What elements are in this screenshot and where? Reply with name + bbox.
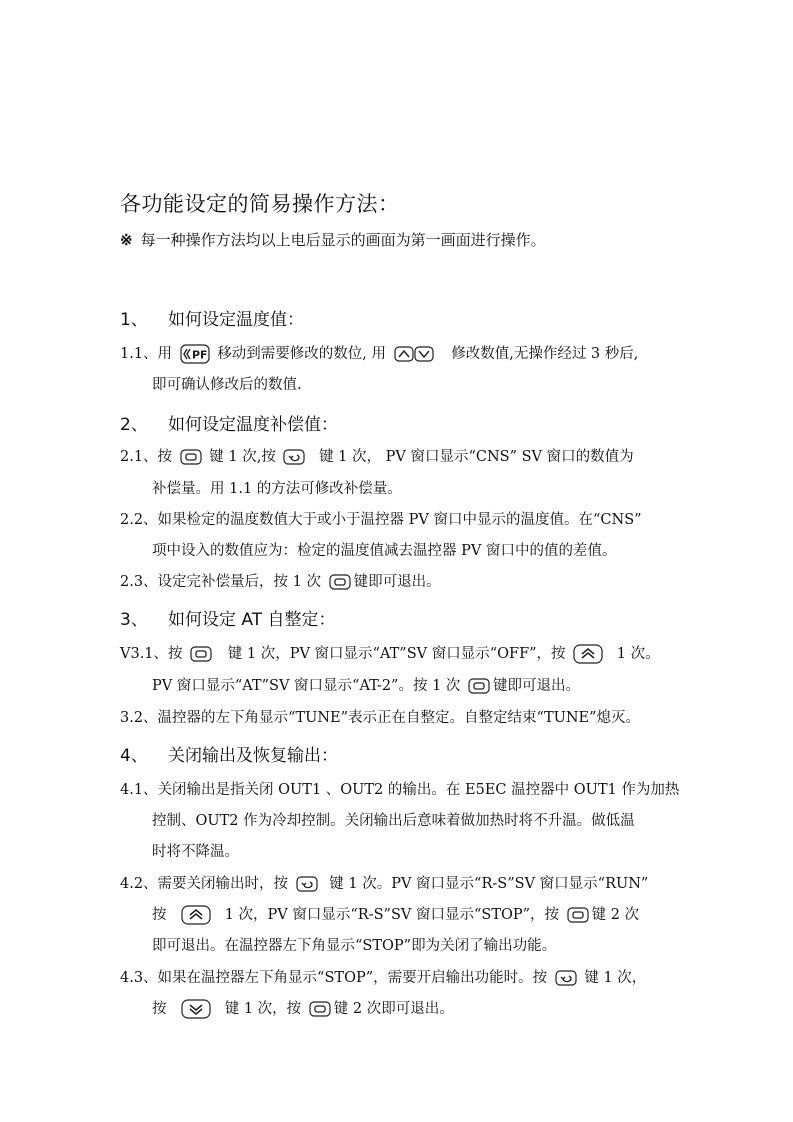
line-4-1: 4.1、关闭输出是指关闭 OUT1 、OUT2 的输出。在 E5EC 温控器中 OUT1 作为加热 [120,782,680,798]
section-number: 1、 [120,310,148,330]
note-mark: ※ [120,231,133,249]
text: 移动到需要修改的数位, 用 [217,346,386,362]
mode-key-icon [468,678,490,694]
section-2-heading [120,410,338,435]
text: V3.1、按 [120,646,183,662]
line-4-2-cont2: 即可退出。在温控器左下角显示“STOP”即为关闭了输出功能。 [152,938,557,954]
up-key-icon [573,644,603,664]
mode-key-icon [180,449,202,465]
text: 键 1 次， [584,970,647,986]
line-4-3-cont [152,997,454,1019]
text: 1 次。 [616,646,660,662]
line-2-3 [120,570,441,591]
section-title: 如何设定温度补偿值： [168,415,338,435]
level-key-icon [283,449,305,465]
text: 4.2、需要关闭输出时，按 [120,876,289,892]
text: 修改数值,无操作经过 3 秒后, [451,346,639,362]
up-down-keys-icon [394,346,434,362]
text: 2.1、按 [120,449,173,465]
line-4-1-cont2: 时将不降温。 [152,844,239,860]
text: 1 次，PV 窗口显示“R-S”SV 窗口显示“STOP”，按 [224,907,560,923]
mode-key-icon [567,907,589,923]
section-number: 4、 [120,746,148,766]
text: 键 2 次 [591,907,640,923]
pf-key-icon [180,344,210,364]
line-1-1 [120,342,638,364]
mode-key-icon [329,574,351,590]
text: 键 1 次，PV 窗口显示“AT”SV 窗口显示“OFF”，按 [227,646,566,662]
level-key-icon [296,876,318,892]
note-text: 每一种操作方法均以上电后显示的画面为第一画面进行操作。 [140,231,546,249]
text: 按 [152,907,167,923]
text: 键 1 次,按 [209,449,276,465]
line-4-2-cont1 [152,903,639,925]
down-key-icon [181,999,211,1019]
section-number: 2、 [120,415,148,435]
page-title: 各功能设定的简易操作方法： [120,192,400,216]
mode-key-icon [309,1001,331,1017]
line-4-3 [120,966,646,987]
section-1-heading [120,305,304,330]
mode-key-icon [190,646,212,662]
text: 键 1 次， PV 窗口显示“CNS” SV 窗口的数值为 [319,449,634,465]
line-2-2: 2.2、如果检定的温度数值大于或小于温控器 PV 窗口中显示的温度值。在“CNS” [120,512,642,528]
text: 4.3、如果在温控器左下角显示“STOP”，需要开启输出功能时。按 [120,970,548,986]
up-key-icon [181,905,211,925]
text: 2.3、设定完补偿量后，按 1 次 [120,574,322,590]
text: 键即可退出。 [353,574,441,590]
text: 键 1 次，按 [224,1001,302,1017]
line-2-1-cont: 补偿量。用 1.1 的方法可修改补偿量。 [152,481,402,497]
level-key-icon [555,970,577,986]
section-title: 关闭输出及恢复输出： [168,746,338,766]
text: 1.1、用 [120,346,173,362]
section-title: 如何设定 AT 自整定： [168,610,336,630]
line-2-1 [120,445,634,466]
line-3-2: 3.2、温控器的左下角显示“TUNE”表示正在自整定。自整定结束“TUNE”熄灭。 [120,710,641,726]
note-line [120,229,546,250]
line-1-1-cont: 即可确认修改后的数值. [152,377,302,393]
line-2-2-cont: 项中设入的数值应为：检定的温度值减去温控器 PV 窗口中的值的差值。 [152,543,617,559]
line-3-1 [120,642,660,664]
section-number: 3、 [120,610,148,630]
section-title: 如何设定温度值： [168,310,304,330]
text: 键 2 次即可退出。 [333,1001,454,1017]
text: 键即可退出。 [493,678,581,694]
line-4-2 [120,872,648,893]
text: 键 1 次。PV 窗口显示“R-S”SV 窗口显示“RUN” [329,876,649,892]
line-3-1-cont [152,674,580,695]
text: 按 [152,1001,167,1017]
section-3-heading [120,605,336,630]
section-4-heading [120,741,338,766]
line-4-1-cont1: 控制、OUT2 作为冷却控制。关闭输出后意味着做加热时将不升温。做低温 [152,813,635,829]
text: PV 窗口显示“AT”SV 窗口显示“AT-2”。按 1 次 [152,678,461,694]
pf-key-label: PF [191,348,208,362]
